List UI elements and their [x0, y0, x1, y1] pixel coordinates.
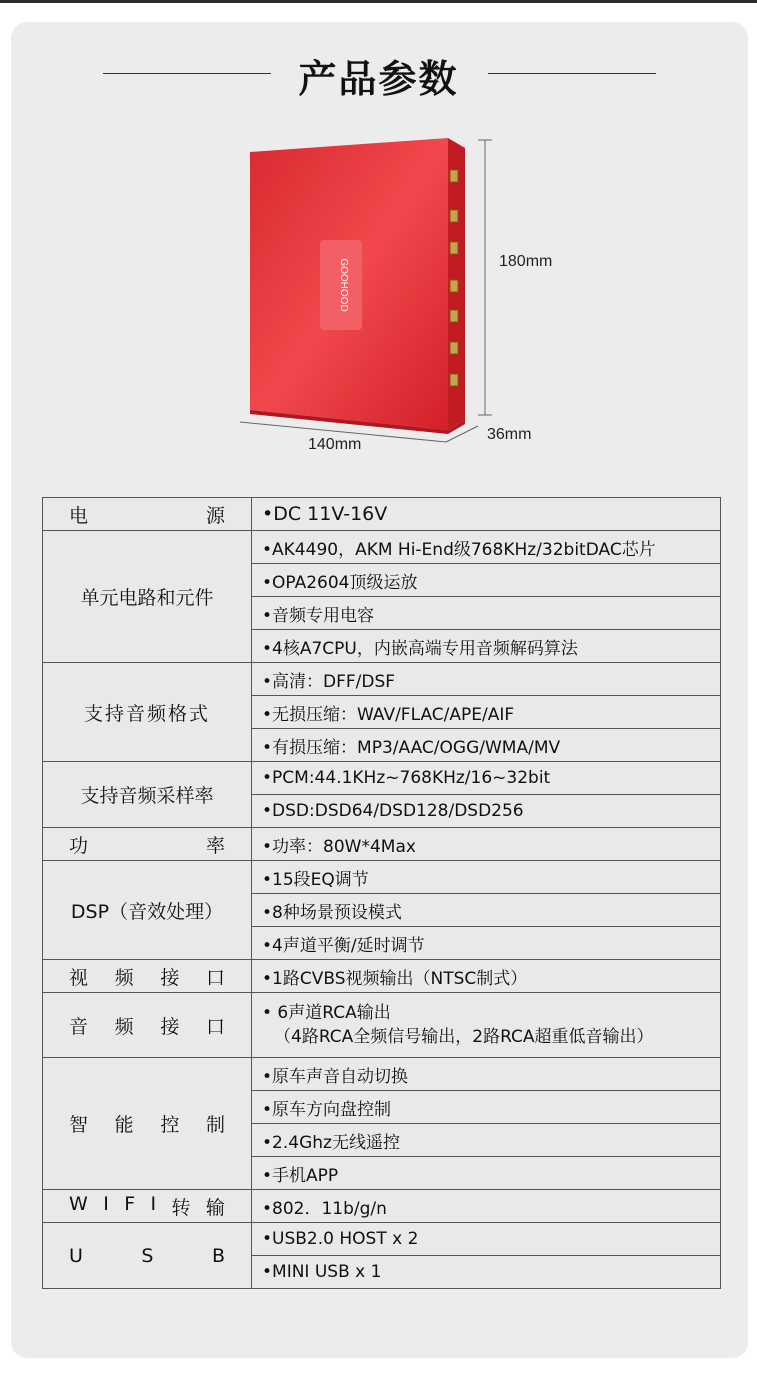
label-char: 接: [160, 1015, 180, 1038]
spec-table: [42, 497, 721, 1289]
label-char: 制: [205, 1114, 225, 1136]
spec-value: • 原车方向盘控制: [252, 1091, 721, 1124]
label-char: 率: [205, 834, 225, 857]
spec-row-audio-format: [43, 663, 721, 696]
spec-value: • AK4490，AKM Hi-End级768KHz/32bitDAC芯片: [252, 531, 721, 564]
spec-row-dsp: [43, 861, 721, 894]
label-char: 频: [114, 1015, 134, 1038]
spec-value: • 8种场景预设模式: [252, 894, 721, 927]
spec-label: [43, 1190, 252, 1223]
connector: [450, 374, 458, 386]
label-char: I: [150, 1192, 157, 1215]
spec-value: • 功率：80W*4Max: [252, 828, 721, 861]
spec-value: • 无损压缩：WAV/FLAC/APE/AIF: [252, 696, 721, 729]
spec-value: • 高清：DFF/DSF: [252, 663, 721, 696]
label-char: 口: [205, 966, 225, 989]
connector: [450, 242, 458, 254]
spec-row-sample-rate: [43, 762, 721, 795]
spec-value: • 有损压缩：MP3/AAC/OGG/WMA/MV: [252, 729, 721, 762]
spec-label: 支持音频格式: [43, 663, 252, 762]
label-char: S: [141, 1244, 154, 1267]
brand-logo: GOOHOOD: [338, 258, 349, 312]
spec-value: • 15段EQ调节: [252, 861, 721, 894]
spec-value: • 4声道平衡/延时调节: [252, 927, 721, 960]
connector: [450, 310, 458, 322]
spec-value: • 手机APP: [252, 1157, 721, 1190]
page-title: 产品参数: [298, 57, 459, 101]
width-dimension: 140mm: [308, 436, 362, 453]
top-bar: [0, 0, 757, 3]
spec-label: DSP（音效处理）: [43, 861, 252, 960]
spec-row-circuit: [43, 531, 721, 564]
spec-row-smart-control: [43, 1058, 721, 1091]
spec-value: • 6声道RCA输出 （4路RCA全频信号输出，2路RCA超重低音输出）: [252, 993, 721, 1058]
label-char: 功: [69, 834, 89, 857]
label-char: B: [211, 1244, 225, 1267]
spec-row-power-supply: [43, 498, 721, 531]
label-char: 音: [69, 1015, 89, 1038]
label-char: 视: [69, 966, 89, 989]
label-char: 频: [114, 966, 134, 989]
spec-value: • 原车声音自动切换: [252, 1058, 721, 1091]
spec-value: • PCM:44.1KHz~768KHz/16~32bit: [252, 762, 721, 795]
spec-value: • 2.4Ghz无线遥控: [252, 1124, 721, 1157]
label-char: 转: [171, 1196, 191, 1219]
label-char: 能: [114, 1114, 134, 1136]
label-char: 输: [205, 1196, 225, 1219]
spec-label: 支持音频采样率: [43, 762, 252, 828]
label-char: 口: [205, 1015, 225, 1038]
label-char: 接: [160, 966, 180, 989]
spec-row-video-port: [43, 960, 721, 993]
spec-label: [43, 960, 252, 993]
spec-value: • MINI USB x 1: [252, 1256, 721, 1289]
spec-value: • 音频专用电容: [252, 597, 721, 630]
connector: [450, 280, 458, 292]
connector: [450, 342, 458, 354]
spec-label: 单元电路和元件: [43, 531, 252, 663]
label-char: I: [103, 1192, 109, 1215]
connector: [450, 210, 458, 222]
device-illustration: [230, 130, 530, 460]
spec-value: • USB2.0 HOST x 2: [252, 1223, 721, 1256]
spec-value: • DC 11V-16V: [252, 498, 721, 531]
spec-row-output-power: [43, 828, 721, 861]
spec-row-wifi: [43, 1190, 721, 1223]
height-dimension: 180mm: [499, 253, 553, 270]
spec-label: [43, 1058, 252, 1190]
spec-label: [43, 1223, 252, 1289]
spec-label: [43, 993, 252, 1058]
label-char: W: [69, 1192, 88, 1215]
label-char: 智: [69, 1114, 89, 1136]
label-char: U: [69, 1244, 83, 1267]
depth-dimension: 36mm: [487, 426, 532, 443]
spec-value: • 1路CVBS视频输出（NTSC制式）: [252, 960, 721, 993]
spec-value-line2: （4路RCA全频信号输出，2路RCA超重低音输出）: [274, 1027, 654, 1047]
spec-label: [43, 498, 252, 531]
label-char: 电: [69, 504, 89, 527]
label-char: 控: [160, 1114, 180, 1136]
spec-label: [43, 828, 252, 861]
device-drawing: [230, 130, 530, 460]
spec-row-audio-port: [43, 993, 721, 1058]
spec-value: • 802．11b/g/n: [252, 1190, 721, 1223]
connector: [450, 170, 458, 182]
spec-value: • OPA2604顶级运放: [252, 564, 721, 597]
spec-value: • DSD:DSD64/DSD128/DSD256: [252, 795, 721, 828]
spec-value: • 4核A7CPU，内嵌高端专用音频解码算法: [252, 630, 721, 663]
label-char: F: [124, 1192, 136, 1215]
spec-row-usb: [43, 1223, 721, 1256]
label-char: 源: [205, 504, 225, 527]
